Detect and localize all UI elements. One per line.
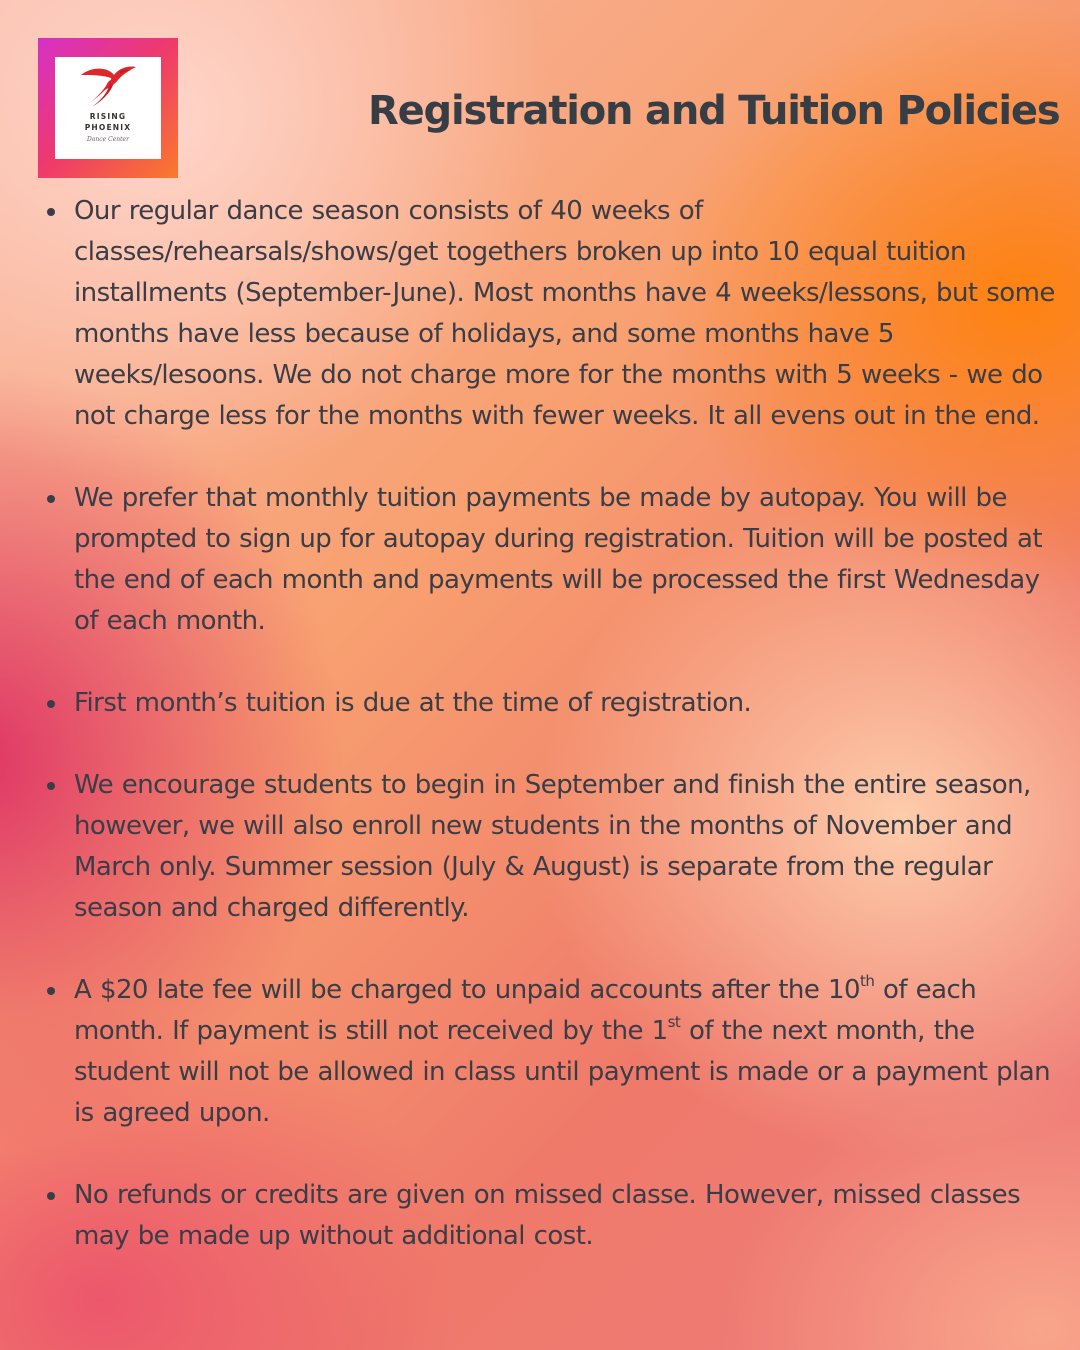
logo-card — [55, 57, 161, 159]
page-title: Registration and Tuition Policies — [368, 88, 1060, 134]
logo-text-phoenix: PHOENIX — [84, 123, 132, 132]
logo-text-rising: RISING — [89, 112, 127, 121]
policy-item-first-month: First month’s tuition is due at the time of registration. — [74, 683, 1059, 724]
phoenix-icon — [78, 63, 138, 109]
superscript-st: st — [667, 1013, 681, 1031]
policy-list — [74, 191, 1059, 1298]
late-fee-text-3: of the next month, the student will not be allowed in class until payment is made or a payment plan is agreed upon. — [74, 1016, 1051, 1128]
policy-item-late-fee — [74, 970, 1059, 1134]
logo-frame — [38, 38, 178, 178]
policy-item-season-structure: Our regular dance season consists of 40 weeks of classes/rehearsals/shows/get togethers broken up into 10 equal tuition installments (September-June). Most months have 4 weeks/lessons, but some months have less because of holidays, and some months have 5 weeks/lesoons. We do not charge more for the months with 5 weeks - we do not charge less for the months with fewer weeks. It all evens out in the end. — [74, 191, 1059, 437]
policy-item-refunds: No refunds or credits are given on missed classe. However, missed classes may be made up without additional cost. — [74, 1175, 1059, 1257]
logo-text-dance-center: Dance Center — [87, 136, 129, 143]
policy-item-autopay: We prefer that monthly tuition payments be made by autopay. You will be prompted to sign up for autopay during registration. Tuition will be posted at the end of each month and payments will be processed the first Wednesday of each month. — [74, 478, 1059, 642]
late-fee-text-1: A $20 late fee will be charged to unpaid accounts after the 10 — [74, 975, 860, 1005]
late-fee-text-2: of each month. If payment is still not received by the 1 — [74, 975, 977, 1046]
policy-item-enrollment: We encourage students to begin in September and finish the entire season, however, we will also enroll new students in the months of November and March only. Summer session (July & August) is separate from the regular season and charged differently. — [74, 765, 1059, 929]
superscript-th: th — [859, 972, 875, 990]
